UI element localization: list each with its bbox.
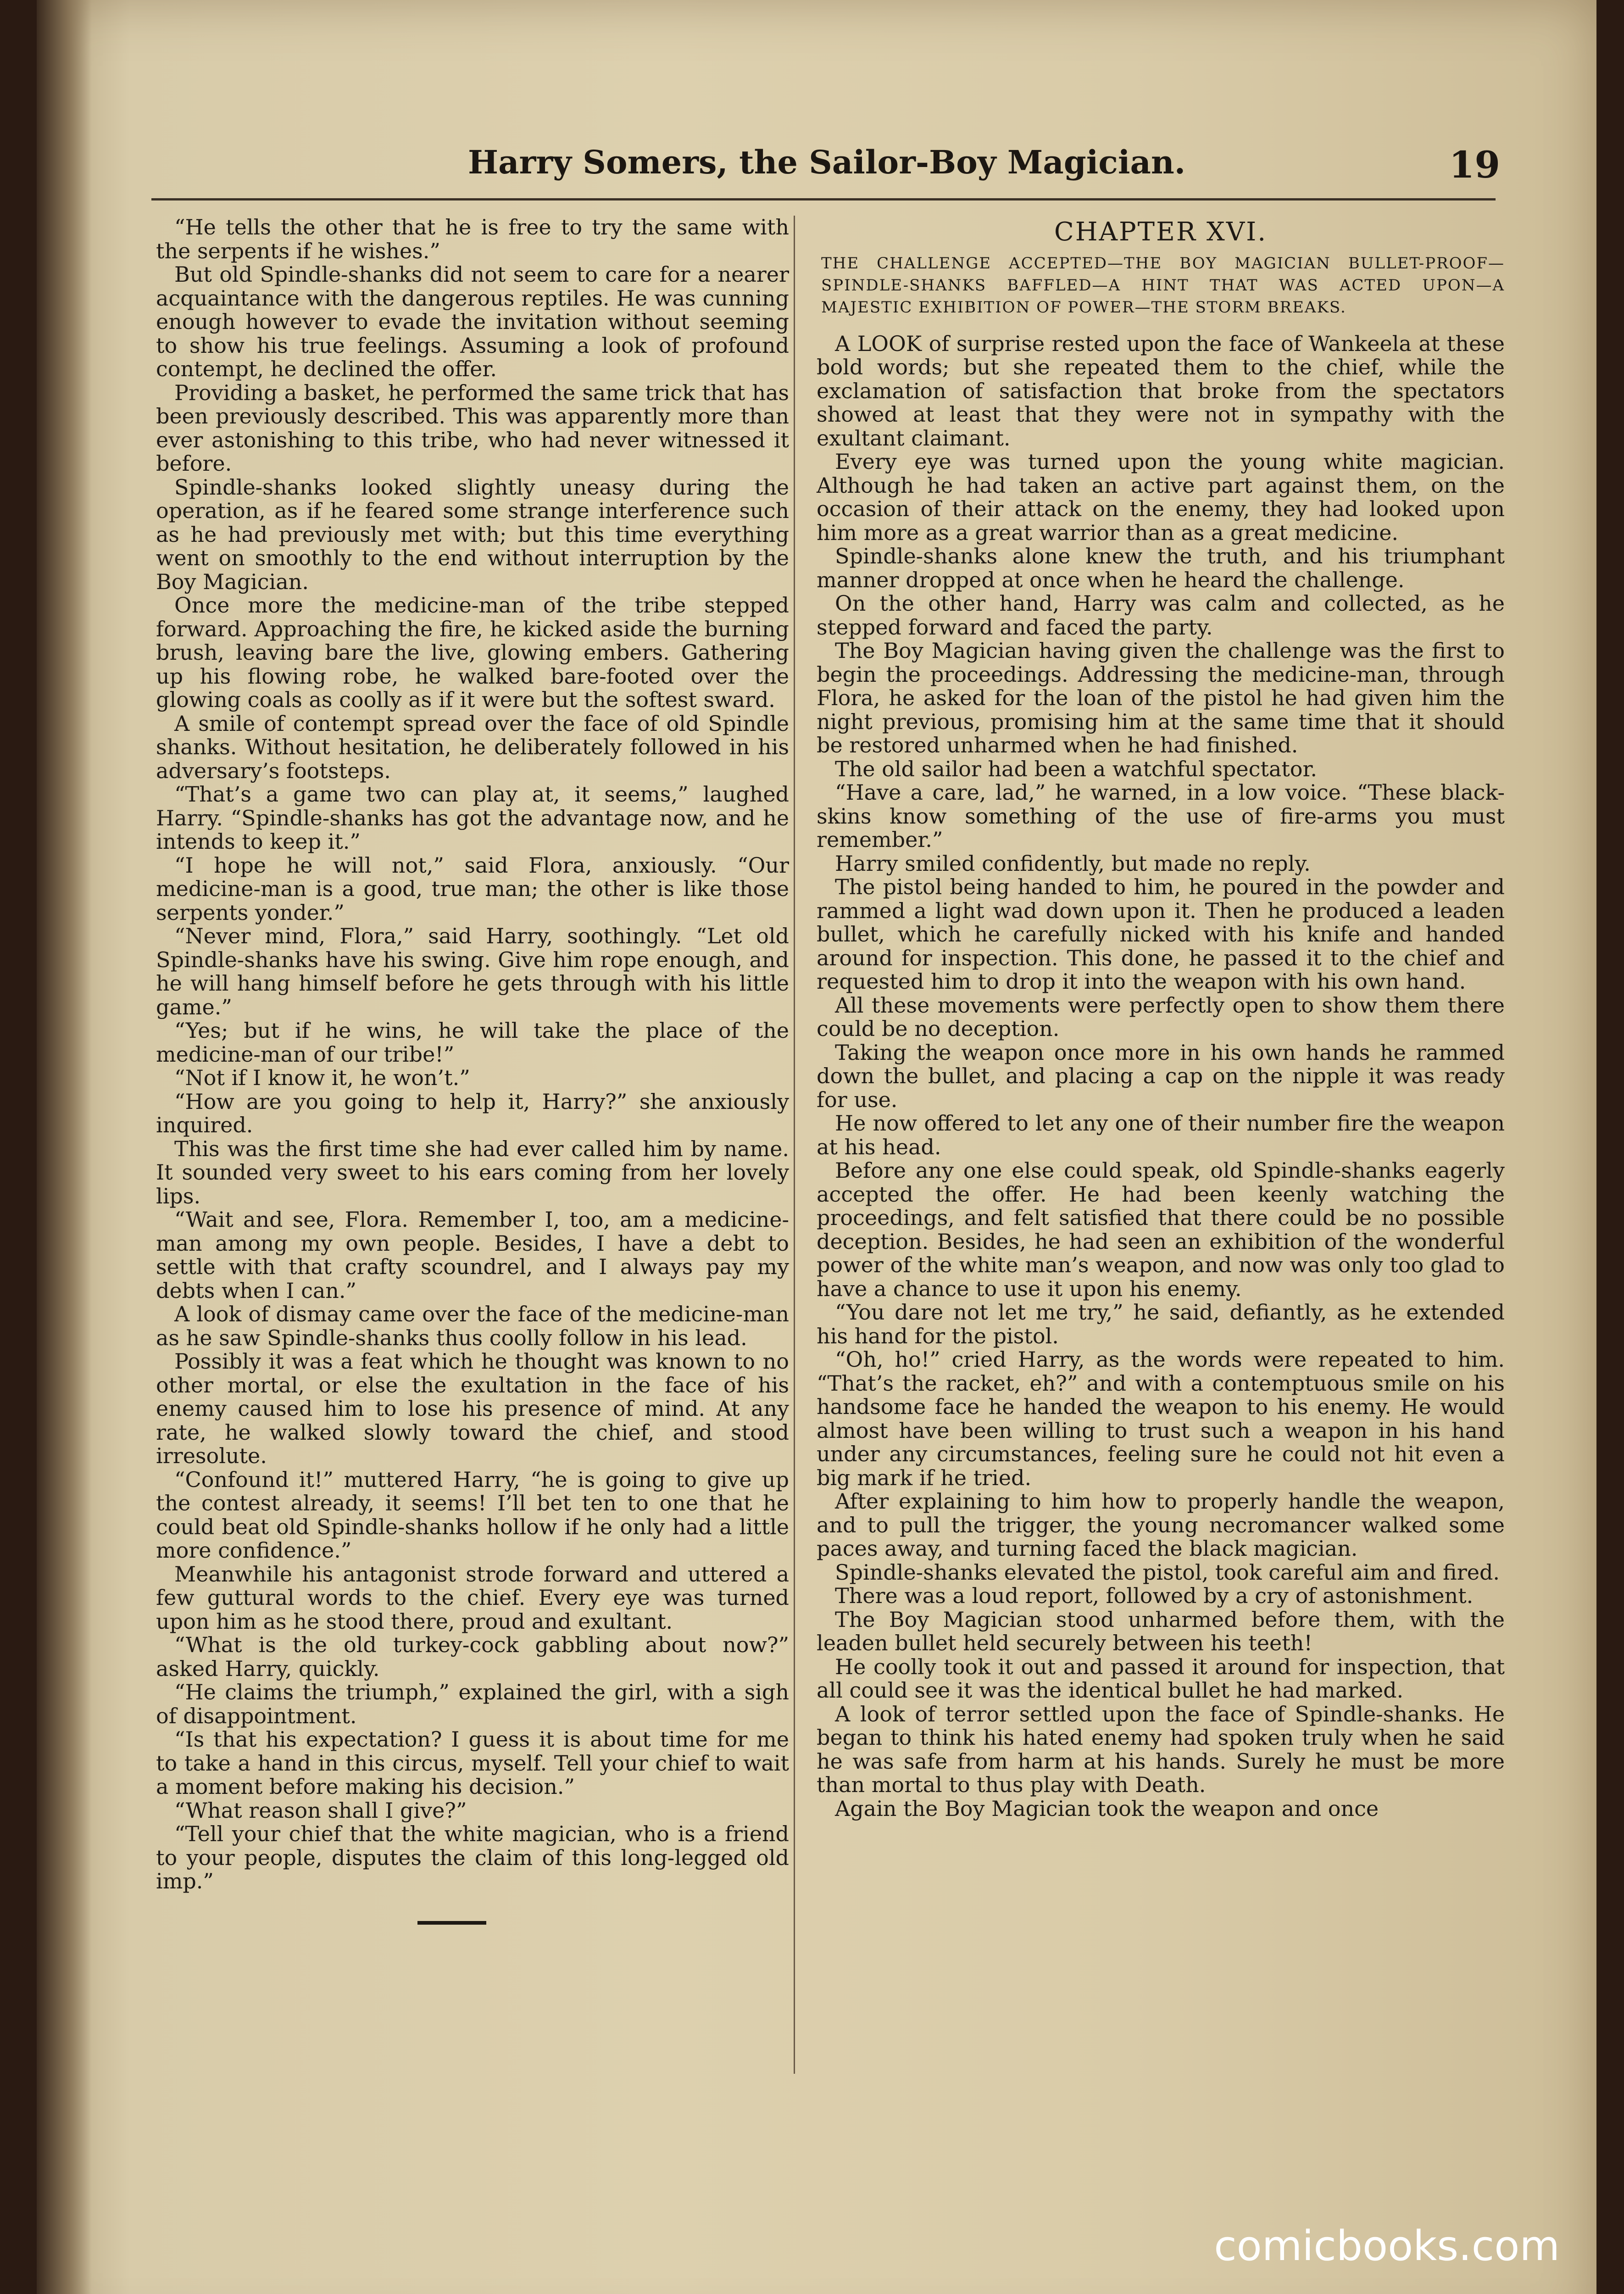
paragraph: Spindle-shanks elevated the pistol, took careful aim and fired. bbox=[835, 1559, 1500, 1585]
paragraph: The old sailor had been a watchful spectator. bbox=[835, 756, 1318, 781]
paragraph: “What reason shall I give?” bbox=[174, 1798, 467, 1823]
paragraph: Again the Boy Magician took the weapon and once bbox=[835, 1796, 1379, 1821]
paragraph: The Boy Magician having given the challenge was the first to begin the proceedings. Addressing the medicine-man, through Flora, he asked for the loan of the pistol he had given him the night previous, promising him at the same time that it should be restored unharmed when he had finished. bbox=[817, 638, 1505, 757]
running-header bbox=[422, 134, 1537, 198]
paragraph: Possibly it was a feat which he thought was known to no other mortal, or else the exultation in the face of his enemy caused him to lose his presence of mind. At any rate, he walked slowly toward the chief, and stood irresolute. bbox=[156, 1349, 789, 1468]
paragraph: “Is that his expectation? I guess it is about time for me to take a hand in this circus, myself. Tell your chief to wait a moment before making his decision.” bbox=[156, 1727, 789, 1799]
paragraph: A LOOK of surprise rested upon the face of Wankeela at these bold words; but she repeated them to the chief, while the exclamation of satisfaction that broke from the spectators showed at least that they were not in sympathy with the exultant claimant. bbox=[817, 331, 1505, 451]
paragraph: After explaining to him how to properly handle the weapon, and to pull the trigger, the young necromancer walked some paces away, and turning faced the black magician. bbox=[817, 1489, 1505, 1561]
binding-gutter bbox=[37, 0, 92, 2294]
column-divider bbox=[794, 216, 795, 2074]
paragraph: A smile of contempt spread over the face of old Spindle shanks. Without hesitation, he deliberately followed in his adversary’s footsteps. bbox=[156, 711, 789, 783]
paragraph: “Yes; but if he wins, he will take the place of the medicine-man of our tribe!” bbox=[156, 1018, 789, 1067]
paragraph: Taking the weapon once more in his own hands he rammed down the bullet, and placing a cap on the nipple it was ready for use. bbox=[817, 1040, 1505, 1112]
paragraph: The pistol being handed to him, he poured in the powder and rammed a light wad down upon it. Then he produced a leaden bullet, which he carefully nicked with his knife and handed around for inspection. This done, he passed it to the chief and requested him to drop it into the weapon with his own hand. bbox=[817, 874, 1505, 994]
paragraph: “Not if I know it, he won’t.” bbox=[174, 1065, 470, 1090]
paragraph: Harry smiled confidently, but made no reply. bbox=[835, 851, 1311, 876]
paragraph: “What is the old turkey-cock gabbling about now?” asked Harry, quickly. bbox=[156, 1632, 789, 1681]
paragraph: The Boy Magician stood unharmed before them, with the leaden bullet held securely between his teeth! bbox=[817, 1607, 1505, 1655]
paragraph: On the other hand, Harry was calm and collected, as he stepped forward and faced the party. bbox=[817, 591, 1505, 640]
paragraph: This was the first time she had ever called him by name. It sounded very sweet to his ears coming from her lovely lips. bbox=[156, 1136, 789, 1208]
paragraph: “Tell your chief that the white magician, who is a friend to your people, disputes the claim of this long-legged old imp.” bbox=[156, 1821, 789, 1893]
paragraph: Providing a basket, he performed the same trick that has been previously described. This was apparently more than ever astonishing to this tribe, who had never witnessed it before. bbox=[156, 380, 789, 476]
paragraph: But old Spindle-shanks did not seem to care for a nearer acquaintance with the dangerous reptiles. He was cunning enough however to evade the invitation without seeming to show his true feelings. Assuming a look of profound contempt, he declined the offer. bbox=[156, 262, 789, 381]
section-end-rule bbox=[417, 1921, 486, 1925]
watermark-text: comicbooks.com bbox=[1214, 2222, 1560, 2270]
paragraph: “He claims the triumph,” explained the girl, with a sigh of disappointment. bbox=[156, 1680, 789, 1728]
paragraph: “Oh, ho!” cried Harry, as the words were repeated to him. “That’s the racket, eh?” and with a contemptuous smile on his handsome face he handed the weapon to his enemy. He would almost have been willing to trust such a weapon in his hand under any circumstances, feeling sure he could not hit even a big mark if he tried. bbox=[817, 1347, 1505, 1490]
chapter-heading: CHAPTER XVI. bbox=[1054, 217, 1268, 247]
paragraph: He coolly took it out and passed it around for inspection, that all could see it was the identical bullet he had marked. bbox=[817, 1654, 1505, 1703]
paragraph: Spindle-shanks looked slightly uneasy during the operation, as if he feared some strange interference such as he had previously met with; but this time everything went on smoothly to the end without interruption by the Boy Magician. bbox=[156, 474, 789, 594]
right-column bbox=[817, 217, 1505, 1821]
paragraph: There was a loud report, followed by a cry of astonishment. bbox=[835, 1583, 1474, 1608]
page-number: 19 bbox=[1449, 143, 1500, 186]
left-column bbox=[156, 216, 789, 1925]
paragraph: “Have a care, lad,” he warned, in a low voice. “These black-skins know something of the use of fire-arms you must remember.” bbox=[817, 780, 1505, 852]
book-title: Harry Somers, the Sailor-Boy Magician. bbox=[468, 143, 1186, 181]
paragraph: “That’s a game two can play at, it seems,” laughed Harry. “Spindle-shanks has got the advantage now, and he intends to keep it.” bbox=[156, 782, 789, 854]
paragraph: “Confound it!” muttered Harry, “he is going to give up the contest already, it seems! I’ll bet ten to one that he could beat old Spindle-shanks hollow if he only had a little more confidence.” bbox=[156, 1467, 789, 1563]
paragraph: Once more the medicine-man of the tribe stepped forward. Approaching the fire, he kicked aside the burning brush, leaving bare the live, glowing embers. Gathering up his flowing robe, he walked bare-footed over the glowing coals as coolly as if it were but the softest sward. bbox=[156, 593, 789, 712]
paragraph: He now offered to let any one of their number fire the weapon at his head. bbox=[817, 1111, 1505, 1159]
paragraph: Meanwhile his antagonist strode forward and uttered a few guttural words to the chief. Every eye was turned upon him as he stood there, proud and exultant. bbox=[156, 1561, 789, 1634]
paragraph: Spindle-shanks alone knew the truth, and his triumphant manner dropped at once when he heard the challenge. bbox=[817, 544, 1505, 592]
chapter-synopsis: THE CHALLENGE ACCEPTED—THE BOY MAGICIAN BULLET-PROOF—SPINDLE-SHANKS BAFFLED—A HINT THAT WAS ACTED UPON—A MAJESTIC EXHIBITION OF POWER—THE STORM BREAKS. bbox=[821, 254, 1505, 317]
paragraph: “He tells the other that he is free to try the same with the serpents if he wishes.” bbox=[156, 215, 789, 263]
paragraph: “Wait and see, Flora. Remember I, too, am a medicine-man among my own people. Besides, I have a debt to settle with that crafty scoundrel, and I always pay my debts when I can.” bbox=[156, 1207, 789, 1303]
paragraph: A look of terror settled upon the face of Spindle-shanks. He began to think his hated enemy had spoken truly when he said he was safe from harm at his hands. Surely he must be more than mortal to thus play with Death. bbox=[817, 1701, 1505, 1797]
paragraph: Before any one else could speak, old Spindle-shanks eagerly accepted the offer. He had been keenly watching the proceedings, and felt satisfied that there could be no possible deception. Besides, he had seen an exhibition of the wonderful power of the white man’s weapon, and now was only too glad to have a chance to use it upon his enemy. bbox=[817, 1158, 1505, 1301]
paragraph: A look of dismay came over the face of the medicine-man as he saw Spindle-shanks thus coolly follow in his lead. bbox=[156, 1302, 789, 1350]
paragraph: Every eye was turned upon the young white magician. Although he had taken an active part against them, on the occasion of their attack on the enemy, they had looked upon him more as a great warrior than as a great medicine. bbox=[817, 449, 1505, 545]
paragraph: All these movements were perfectly open to show them there could be no deception. bbox=[817, 992, 1505, 1041]
paragraph: “How are you going to help it, Harry?” she anxiously inquired. bbox=[156, 1089, 789, 1137]
paragraph: “Never mind, Flora,” said Harry, soothingly. “Let old Spindle-shanks have his swing. Give him rope enough, and he will hang himself before he gets through with his little game.” bbox=[156, 924, 789, 1019]
paragraph: “You dare not let me try,” he said, defiantly, as he extended his hand for the pistol. bbox=[817, 1300, 1505, 1348]
paragraph: “I hope he will not,” said Flora, anxiously. “Our medicine-man is a good, true man; the other is like those serpents yonder.” bbox=[156, 852, 789, 925]
header-rule bbox=[151, 198, 1496, 200]
